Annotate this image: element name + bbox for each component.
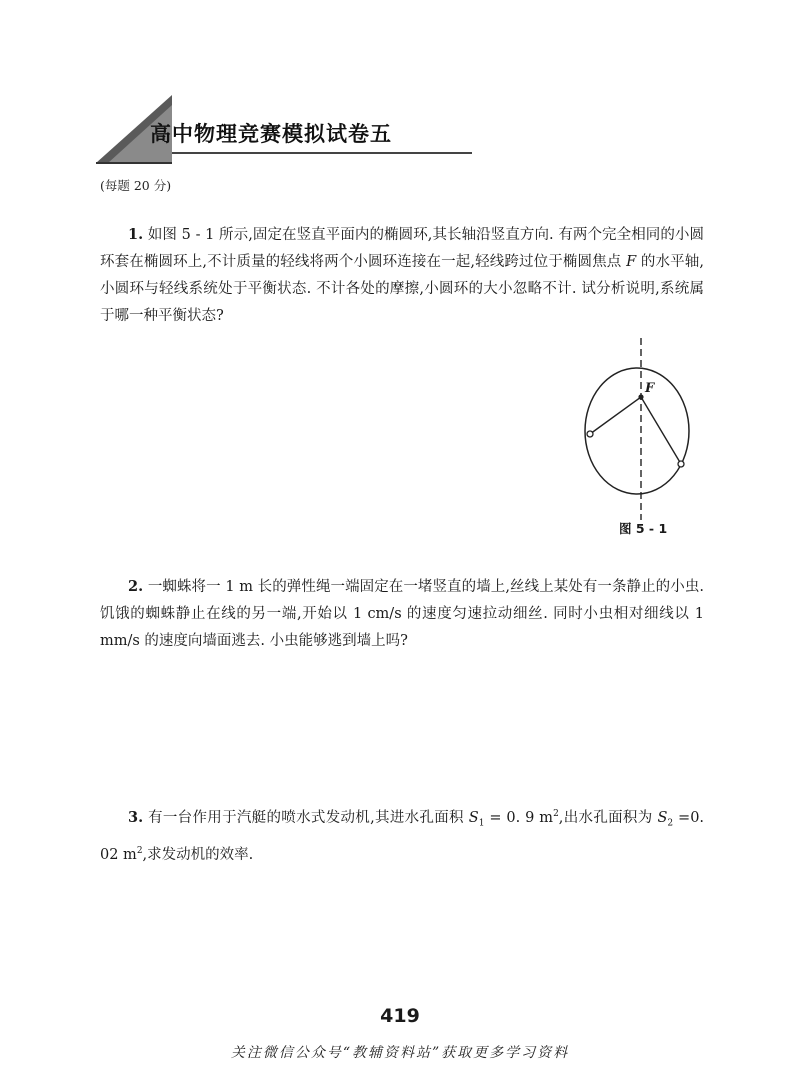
page-title: 高中物理竞赛模拟试卷五 [150, 122, 392, 146]
problem-3-text [100, 801, 704, 869]
page-number: 419 [380, 1005, 420, 1027]
figure-label-f: F [645, 381, 655, 396]
figure-string-right [641, 397, 681, 464]
problem-3-text-b: ,出水孔面积为 [558, 809, 658, 826]
problem-3-number: 3. [128, 808, 144, 826]
problem-2 [100, 573, 704, 655]
s2-sup: 2 [136, 845, 143, 856]
problem-1-var-f: F [626, 254, 637, 270]
problem-1-text [100, 221, 704, 330]
problem-3-text-c: ,求发动机的效率. [142, 846, 254, 863]
problem-2-number: 2. [128, 578, 144, 595]
s2-sub: 2 [667, 818, 674, 829]
s1-sup: 2 [553, 809, 559, 819]
figure-ring-right [678, 461, 684, 467]
figure-string-left [590, 397, 641, 434]
problem-1 [100, 221, 704, 330]
problem-1-text-b: 的水平轴,小圆环与轻线系统处于平衡状态. 不计各处的摩擦,小圆环的大小忽略不计. 试分析说明,系统属于哪一种平衡状态? [100, 254, 705, 324]
footer-note: 关注微信公众号“教辅资料站”获取更多学习资料 [230, 1045, 570, 1061]
problem-2-body: 一蜘蛛将一 1 m 长的弹性绳一端固定在一堵竖直的墙上,丝线上某处有一条静止的小虫. 饥饿的蜘蛛静止在线的另一端,开始以 1 cm/s 的速度匀速拉动细丝. 同时小虫相对细线以 1 mm/s 的速度向墙面逃去. 小虫能够逃到墙上吗? [100, 579, 704, 649]
figure-caption: 图 5 - 1 [619, 521, 668, 536]
s2-value: =0. 02 m [100, 809, 705, 863]
figure-ring-left [587, 431, 593, 437]
s1-sub: 1 [478, 818, 485, 829]
score-note: (每题 20 分) [100, 178, 172, 193]
s2-var: S [657, 809, 668, 826]
s1-var: S [468, 809, 479, 826]
problem-3 [100, 801, 704, 869]
s1-value: = 0. 9 m [484, 809, 554, 826]
problem-2-text [100, 573, 704, 655]
problem-3-text-a: 有一台作用于汽艇的喷水式发动机,其进水孔面积 [148, 809, 469, 826]
problem-1-number: 1. [128, 226, 144, 243]
figure-5-1 [576, 338, 706, 538]
figure-focus-point [638, 394, 643, 399]
problem-1-text-a: 如图 5 - 1 所示,固定在竖直平面内的椭圆环,其长轴沿竖直方向. 有两个完全相同的小圆环套在椭圆环上,不计质量的轻线将两个小圆环连接在一起,轻线跨过位于椭圆焦点 [100, 227, 704, 270]
figure-ellipse [585, 368, 689, 494]
